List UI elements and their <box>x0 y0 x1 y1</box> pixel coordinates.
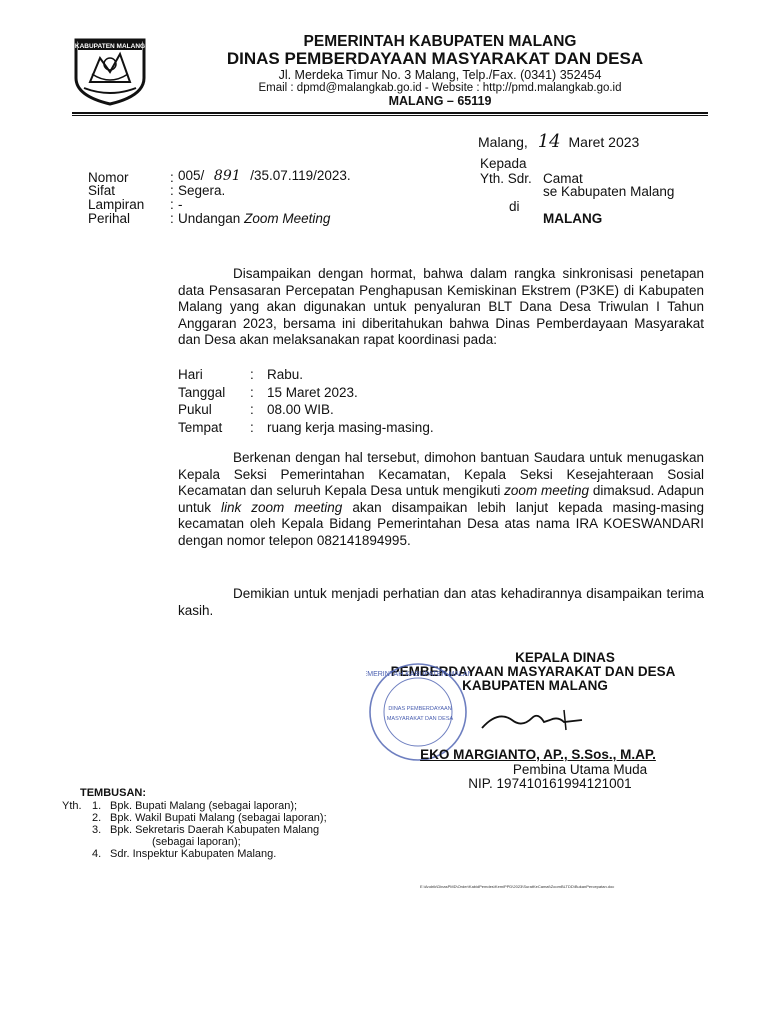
signature-title-1: KEPALA DINAS <box>515 650 615 665</box>
recipient-di: di <box>509 199 520 214</box>
signatory-rank: Pembina Utama Muda <box>512 762 648 777</box>
stamp-ring-text: MERINTAH KABUPATEN MALA <box>367 671 468 678</box>
schedule-colons: : : : : <box>250 367 254 435</box>
letterhead-address: Jl. Merdeka Timur No. 3 Malang, Telp./Fax. (0341) 352454 <box>278 68 602 82</box>
sifat-label: Sifat <box>88 183 116 198</box>
recipient-malang: MALANG <box>543 211 603 226</box>
header-rule <box>72 112 708 114</box>
tembusan-item: (sebagai laporan); <box>152 836 241 848</box>
recipient-camat: Camat <box>543 171 583 186</box>
tembusan-list <box>92 800 422 860</box>
schedule-time-value: 08.00 WIB. <box>267 402 334 417</box>
letterhead-city: MALANG – 65119 <box>388 94 492 108</box>
nomor-colon: : <box>170 170 174 185</box>
signatory-nip: NIP. 197410161994121001 <box>468 776 632 791</box>
schedule-date-value: 15 Maret 2023. <box>267 384 358 400</box>
tembusan-yth: Yth. <box>62 800 82 812</box>
schedule-place-value: ruang kerja masing-masing. <box>267 419 434 435</box>
lampiran-label: Lampiran <box>88 197 145 212</box>
signature-title-3: KABUPATEN MALANG <box>462 678 608 693</box>
schedule-place-label: Tempat <box>178 419 223 435</box>
schedule-time-label: Pukul <box>178 402 212 417</box>
stamp-line-2: MASYARAKAT DAN DESA <box>386 716 454 722</box>
lampiran-colon: : <box>170 197 174 212</box>
sifat-colon: : <box>170 183 174 198</box>
perihal-colon: : <box>170 211 174 226</box>
date-city: Malang, <box>478 134 528 150</box>
handwritten-signature <box>478 700 588 740</box>
schedule-day-value: Rabu. <box>267 367 304 382</box>
schedule-day-label: Hari <box>178 367 203 382</box>
nomor-label: Nomor <box>88 170 129 185</box>
schedule-labels <box>178 366 225 436</box>
nomor-handwritten: 891 <box>213 168 241 184</box>
tembusan-item: 3. Bpk. Sekretaris Daerah Kabupaten Malang <box>92 824 320 836</box>
schedule-date-label: Tanggal <box>178 384 226 400</box>
signature-title-2: PEMBERDAYAAN MASYARAKAT DAN DESA <box>390 664 676 679</box>
letterhead-government: PEMERINTAH KABUPATEN MALANG <box>303 33 577 50</box>
header-rule-thin <box>72 115 708 116</box>
regency-logo <box>70 34 150 106</box>
letter-date <box>478 131 640 152</box>
letterhead-agency: DINAS PEMBERDAYAAN MASYARAKAT DAN DESA <box>226 49 644 68</box>
perihal-label: Perihal <box>88 211 131 226</box>
body-paragraph-1: Disampaikan dengan hormat, bahwa dalam rangka sinkronisasi penetapan data Pensasaran Percepatan Penghapusan Kemiskinan Ekstrem (P3KE) di Kabupaten Malang yang akan digunakan untuk penyaluran BLT Dana Desa Triwulan I Tahun Anggaran 2023, bersama ini diberitahukan bahwa Dinas Pemberdayaan Masyarakat dan Desa akan melaksanakan rapat koordinasi pada: <box>178 266 704 347</box>
svg-text:KABUPATEN MALANG: KABUPATEN MALANG <box>74 43 146 50</box>
recipient-se: se Kabupaten Malang <box>543 184 675 199</box>
date-month-year: Maret 2023 <box>568 134 640 150</box>
tembusan-item: 4. Sdr. Inspektur Kabupaten Malang. <box>92 848 277 860</box>
letterhead-contact: Email : dpmd@malangkab.go.id - Website : http://pmd.malangkab.go.id <box>258 82 622 94</box>
recipient-kepada: Kepada <box>480 156 527 171</box>
body-paragraph-2: Berkenan dengan hal tersebut, dimohon bantuan Saudara untuk menugaskan Kepala Seksi Pemerintahan Kecamatan, Kepala Seksi Kesejahteraan Sosial Kecamatan dan seluruh Kepala Desa untuk mengikuti zoom meeting dimaksud. Adapun untuk link zoom meeting akan disampaikan lebih lanjut kepada masing-masing kecamatan oleh Kepala Bidang Pemerintahan Desa atas nama IRA KOESWANDARI dengan nomor telepon 082141894995. <box>178 450 704 548</box>
stamp-line-1: DINAS PEMBERDAYAAN <box>388 706 452 712</box>
tembusan-title: TEMBUSAN: <box>80 787 146 799</box>
body-paragraph-3: Demikian untuk menjadi perhatian dan atas kehadirannya disampaikan terima kasih. <box>178 586 704 618</box>
recipient-yth: Yth. Sdr. <box>480 171 532 186</box>
lampiran-value: - <box>178 197 183 212</box>
perihal-value: Undangan Zoom Meeting <box>178 211 331 226</box>
tembusan-item: 1. Bpk. Bupati Malang (sebagai laporan); <box>92 800 298 812</box>
signatory-name: EKO MARGIANTO, AP., S.Sos., M.AP. <box>420 747 656 762</box>
tembusan-item: 2. Bpk. Wakil Bupati Malang (sebagai laporan); <box>92 812 327 824</box>
date-day-handwritten: 14 <box>537 131 561 152</box>
schedule-values <box>267 366 434 436</box>
sifat-value: Segera. <box>178 183 226 198</box>
file-path: E:\Andrik\DinasPMD\Order\KabidPemdes\KemiPPD\2023\SuratKeCamat\ZoomBLTDD\BukanPercepatan.doc <box>420 884 615 889</box>
nomor-value: 005/ 891 /35.07.119/2023. <box>178 168 351 184</box>
